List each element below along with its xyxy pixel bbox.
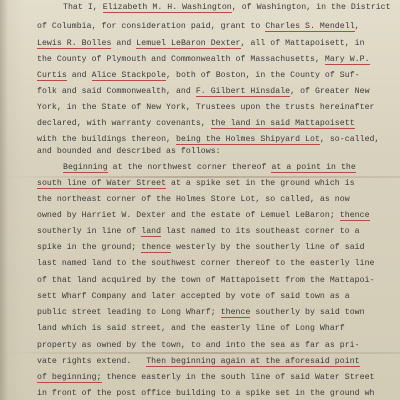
- text-line: [37, 307, 365, 318]
- text-line: [37, 226, 360, 237]
- text-segment: in front of the post office building to a spike set in the ground wh: [37, 389, 375, 398]
- text-segment: vate rights extend.: [37, 357, 147, 366]
- underlined-phrase: thence: [141, 243, 172, 252]
- underlined-phrase: the land in said Mattapoisett: [210, 119, 355, 128]
- text-line: [37, 340, 360, 351]
- text-line: [37, 86, 370, 97]
- text-segment: and bounded and described as follows:: [37, 147, 221, 156]
- underlined-name: Charles S. Mendell: [265, 22, 355, 31]
- text-line: [37, 178, 355, 189]
- text-segment: , of Washington, in the District: [231, 3, 391, 12]
- underlined-name: Lemuel LeBaron Dexter: [136, 39, 241, 48]
- text-segment: , both of Boston, in the County of Suf-: [166, 71, 360, 80]
- text-segment: last named land to the southwest corner thereof to the easterly line: [37, 259, 375, 268]
- text-segment: ,: [354, 22, 360, 31]
- text-line: [37, 372, 375, 383]
- text-segment: southerly in line of: [37, 227, 142, 236]
- text-line: [37, 194, 350, 205]
- text-line: [63, 2, 391, 13]
- text-segment: thence easterly in the south line of said Water Street: [101, 373, 375, 382]
- text-line: [37, 118, 355, 129]
- text-segment: land which is said street, and the easterly line of Long Wharf: [37, 324, 345, 333]
- text-segment: the County of Plymouth and Commonwealth of Massachusetts,: [37, 55, 325, 64]
- text-segment: with the buildings thereon,: [37, 135, 176, 144]
- text-segment: , all of Mattapoisett, in: [240, 39, 365, 48]
- text-segment: the northeast corner of the Holmes Store Lot, so called, as now: [37, 195, 350, 204]
- text-line: [37, 258, 375, 269]
- underlined-phrase: being the Holmes Shipyard Lot: [175, 135, 320, 144]
- text-line: [37, 102, 375, 113]
- text-line: [37, 134, 379, 145]
- text-segment: That I,: [63, 3, 103, 12]
- underlined-phrase: land: [141, 227, 162, 236]
- underlined-name: F. Gilbert Hinsdale: [195, 87, 291, 96]
- text-segment: at a spike set in the ground which is: [166, 179, 355, 188]
- paper-fold-line: [0, 352, 400, 354]
- text-line: [37, 210, 370, 221]
- underlined-name: Curtis: [37, 71, 67, 80]
- underlined-phrase: Beginning: [63, 163, 108, 172]
- underlined-name: Lewis R. Bolles: [37, 39, 112, 48]
- text-line: [63, 162, 356, 173]
- text-segment: at the northwest corner thereof: [107, 163, 272, 172]
- text-line: [37, 275, 375, 286]
- text-line: [37, 356, 360, 367]
- text-line: [37, 21, 360, 32]
- text-segment: sett Wharf Company and later accepted by vote of said town as a: [37, 292, 350, 301]
- underlined-phrase: at a point in the: [271, 163, 356, 172]
- underlined-phrase: thence: [339, 211, 370, 220]
- text-segment: southerly by said town: [250, 308, 365, 317]
- underlined-phrase: south line of Water Street: [37, 179, 167, 188]
- text-segment: public street leading to Long Wharf;: [37, 308, 221, 317]
- text-segment: and: [111, 39, 137, 48]
- text-line: [37, 242, 365, 253]
- text-segment: spike in the ground;: [37, 243, 142, 252]
- text-line: [37, 388, 375, 399]
- text-line: [37, 146, 221, 157]
- text-segment: of that land acquired by the town of Mattapoisett from the Mattapoi-: [37, 276, 375, 285]
- text-segment: property as owned by the town, to and into the sea as far as pri-: [37, 341, 360, 350]
- underlined-name: Alice Stackpole: [91, 71, 167, 80]
- text-segment: of Columbia, for consideration paid, grant to: [37, 22, 266, 31]
- underlined-phrase: Then beginning again at the aforesaid point: [146, 357, 360, 366]
- text-line: [37, 323, 345, 334]
- text-segment: declared, with warranty covenants,: [37, 119, 211, 128]
- underlined-phrase: of beginning;: [37, 373, 102, 382]
- text-segment: and: [66, 71, 92, 80]
- text-line: [37, 54, 370, 65]
- text-line: [37, 38, 365, 49]
- underlined-phrase: thence: [220, 308, 251, 317]
- text-segment: , so-called,: [319, 135, 380, 144]
- text-segment: westerly by the southerly line of said: [171, 243, 365, 252]
- text-segment: last named to its southeast corner to a: [161, 227, 360, 236]
- text-line: [37, 291, 350, 302]
- paper-edge-shadow: [0, 0, 8, 400]
- underlined-name: Mary W.P.: [324, 55, 370, 64]
- text-segment: York, in the State of New York, Trustees upon the trusts hereinafter: [37, 103, 375, 112]
- text-line: [37, 70, 360, 81]
- text-segment: folk and said Commonwealth, and: [37, 87, 196, 96]
- text-segment: owned by Harriet W. Dexter and the estate of Lemuel LeBaron;: [37, 211, 340, 220]
- underlined-name: Elizabeth M. H. Washington: [102, 3, 232, 12]
- text-segment: , of Greater New: [290, 87, 370, 96]
